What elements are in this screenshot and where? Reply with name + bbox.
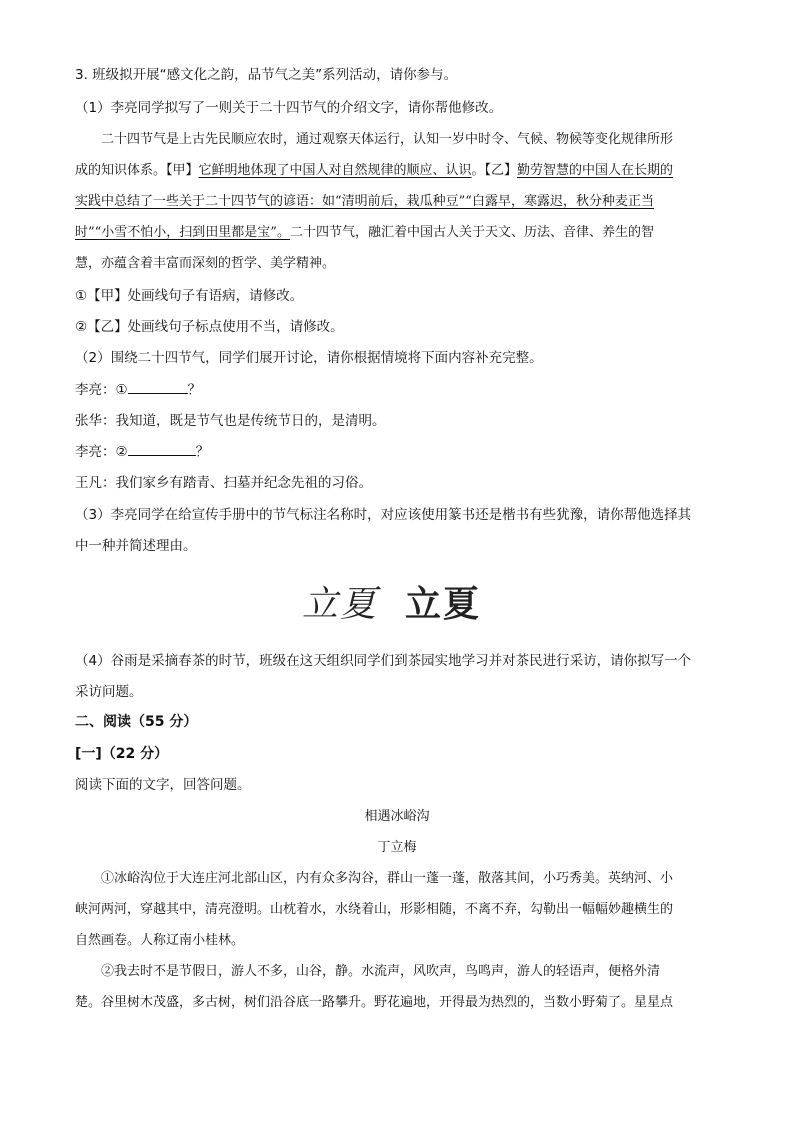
- q3-part3: （3）李亮同学在给宣传手册中的节气标注名称时，对应该使用篆书还是楷书有些犹豫，请你帮他选择其: [75, 507, 692, 523]
- paragraph-line: 楚。谷里树木茂盛，多古树，树们沿谷底一路攀升。野花遍地，开得最为热烈的，当数小野菊了。星星点: [75, 995, 674, 1010]
- paragraph-line: 峡河两河，穿越其中，清亮澄明。山枕着水，水绕着山，形影相随，不离不弃，勾勒出一幅幅妙趣横生的: [75, 902, 674, 917]
- sentence-jia: 它鲜明地体现了中国人对自然规律的顺应、认识: [198, 163, 472, 178]
- instruction: 阅读下面的文字，回答问题。: [75, 777, 251, 793]
- passage-text: 二十四节气，融汇着中国古人关于天文、历法、音律、养生的智: [289, 225, 654, 240]
- q3-stem: 3. 班级拟开展“感文化之韵，品节气之美”系列活动，请你参与。: [75, 67, 458, 83]
- seal-script-image: 立夏: [302, 584, 379, 625]
- passage-line: [75, 160, 673, 182]
- dialogue-line: [75, 441, 209, 463]
- item-2: ②【乙】处画线句子标点使用不当，请修改。: [75, 319, 344, 335]
- article-title: 相遇冰峪沟: [364, 809, 430, 824]
- sentence-yi-cont: 实践中总结了一些关于二十四节气的谚语：如“清明前后，栽瓜种豆”“白露早，寒露迟，秋分种麦正当: [75, 194, 654, 209]
- paragraph-line: ①冰峪沟位于大连庄河北部山区，内有众多沟谷，群山一蓬一蓬，散落其间，小巧秀美。英纳河、小: [101, 871, 674, 886]
- dialogue-line: [75, 379, 201, 401]
- article-author: 丁立梅: [377, 840, 417, 855]
- q3-part4: 采访问题。: [75, 684, 143, 700]
- paragraph-line: 自然画卷。人称辽南小桂林。: [75, 933, 245, 948]
- section-heading: 二、阅读（55 分）: [75, 714, 198, 730]
- item-1: ①【甲】处画线句子有语病，请修改。: [75, 288, 304, 304]
- subsection-heading: [一]（22 分）: [75, 746, 169, 762]
- passage-text: 成的知识体系。【甲】: [75, 163, 199, 178]
- passage-text: 。【乙】: [471, 163, 518, 178]
- punct: ？: [187, 382, 202, 398]
- sentence-yi-end: 时”“小雪不怕小，扫到田里都是宝”。: [75, 225, 290, 240]
- punct: ？: [195, 444, 210, 460]
- speaker-text: 李亮：①: [75, 382, 128, 398]
- dialogue-line: 王凡：我们家乡有踏青、扫墓并纪念先祖的习俗。: [75, 475, 372, 491]
- regular-script-image: 立夏: [405, 583, 482, 625]
- dialogue-line: 张华：我知道，既是节气也是传统节日的，是清明。: [75, 413, 386, 429]
- paragraph-line: ②我去时不是节假日，游人不多，山谷，静。水流声，风吹声，鸟鸣声，游人的轻语声，便格外清: [101, 964, 661, 979]
- answer-blank[interactable]: [128, 441, 196, 456]
- q3-part1: （1）李亮同学拟写了一则关于二十四节气的介绍文字，请你帮他修改。: [75, 100, 503, 116]
- speaker-text: 李亮：②: [75, 444, 128, 460]
- q3-part2: （2）围绕二十四节气，同学们展开讨论，请你根据情境将下面内容补充完整。: [75, 350, 543, 366]
- q3-part3: 中一种并简述理由。: [75, 538, 197, 554]
- passage-line: [75, 222, 654, 244]
- passage-line: 二十四节气是上古先民顺应农时，通过观察天体运行，认知一岁中时令、气候、物候等变化规律所形: [101, 132, 674, 147]
- q3-part4: （4）谷雨是采摘春茶的时节，班级在这天组织同学们到茶园实地学习并对茶民进行采访，请你拟写一个: [75, 653, 692, 669]
- passage-line: 慧，亦蕴含着丰富而深刻的哲学、美学精神。: [75, 256, 336, 271]
- sentence-yi: 勤劳智慧的中国人在长期的: [517, 163, 674, 178]
- answer-blank[interactable]: [128, 379, 188, 394]
